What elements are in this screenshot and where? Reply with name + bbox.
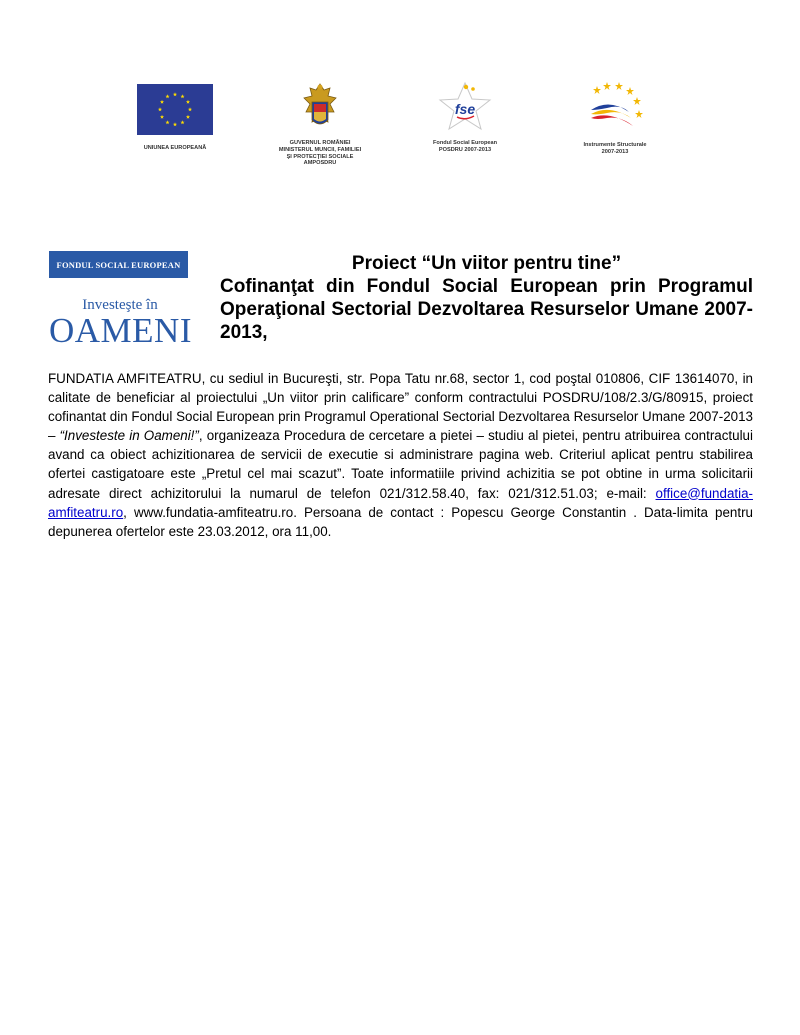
partner-logos	[0, 80, 800, 190]
organization-name: FUNDATIA AMFITEATRU	[48, 371, 202, 386]
fse-logo	[415, 80, 515, 154]
structural-instruments-caption-line-1: Instrumente Structurale	[583, 142, 647, 148]
eu-flag-icon	[137, 84, 213, 135]
government-logo	[265, 80, 375, 167]
fse-caption-line-2: POSDRU 2007-2013	[438, 146, 492, 153]
fse-caption-line-1: Fondul Social European	[432, 140, 498, 146]
government-caption	[265, 140, 375, 167]
investeste-in-oameni-logo	[49, 296, 191, 348]
program-motto: “Investeste in Oameni!”	[59, 428, 199, 444]
eu-logo	[137, 80, 213, 152]
structural-instruments-caption-line-2: 2007-2013	[601, 148, 629, 155]
cofinancing-heading: Cofinanţat din Fondul Social European prin Programul Operaţional Sectorial Dezvoltarea Resurselor Umane 2007- 2013,	[220, 276, 753, 343]
invest-tagline: Investeşte în	[82, 297, 158, 313]
body-part-3: , www.fundatia-amfiteatru.ro. Persoana de contact : Popescu George Constantin . Data-limita pentru depunerea ofertelor este 23.03.2012, ora 11,00.	[48, 504, 753, 539]
government-caption-line-4: AMPOSDRU	[303, 160, 337, 167]
structural-instruments-caption	[565, 142, 665, 156]
fse-caption	[415, 140, 515, 154]
government-caption-line-2: MINISTERUL MUNCII, FAMILIEI	[278, 146, 362, 153]
invest-oameni: OAMENI	[49, 311, 192, 350]
eu-caption: UNIUNEA EUROPEANĂ	[143, 145, 207, 151]
government-caption-line-3: ŞI PROTECŢIEI SOCIALE	[286, 153, 354, 160]
structural-instruments-logo	[565, 80, 665, 156]
body-part-1: , cu sediul in Bucureşti, str. Popa Tatu nr.68, sector 1, cod poştal 010806, CIF 13614070, in calitate de beneficiar al proiectului „Un viitor prin calificare” conform contractului POSDRU/108/2.3/G/80915, proiect cofinantat din Fondul Social European prin Programul Operational Sectorial Dezvoltarea Resurselor Umane 2007-2013 –	[48, 371, 753, 444]
announcement-paragraph	[48, 369, 753, 541]
fse-banner: FONDUL SOCIAL EUROPEAN	[49, 251, 188, 278]
svg-text:fse: fse	[454, 101, 476, 117]
body-part-2: , organizeaza Procedura de cercetare a pietei – studiu al pietei, pentru atribuirea contractului avand ca obiect achizitionarea de servicii de executie si administrare pagina web. Criteriul aplicat pentru stabilirea ofertei castigatoare este „Pretul cel mai scazut”. Toate informatiile privind achizitia se pot obtine in urma solicitarii adresate direct achizitorului la numarul de telefon 021/312.58.40, fax: 021/312.51.03; e-mail:	[48, 428, 753, 501]
government-caption-line-1: GUVERNUL ROMÂNIEI	[289, 140, 351, 146]
email-link[interactable]: office@fundatia-amfiteatru.ro	[48, 485, 753, 520]
project-title: Proiect “Un viitor pentru tine”	[351, 253, 622, 274]
structural-instruments-icon	[585, 80, 645, 138]
romania-coat-of-arms-icon	[300, 82, 340, 136]
fse-star-icon	[437, 80, 493, 136]
